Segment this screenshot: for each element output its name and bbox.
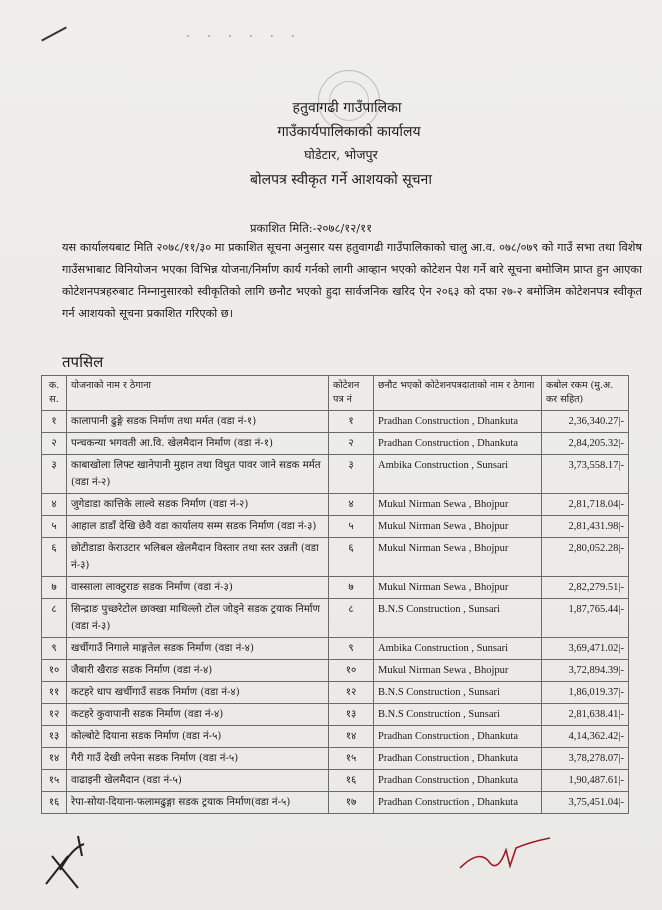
table-row (42, 433, 629, 455)
signature-left (38, 826, 118, 896)
cell-sn: १३ (42, 726, 67, 748)
cell-amount: 1,87,765.44|- (542, 599, 629, 638)
cell-project-name: जैबारी खैराङ सडक निर्माण (वडा नं-४) (67, 660, 329, 682)
cell-project-name: जुगेडाडा कात्तिके लाल्वे सडक निर्माण (वडा नं-२) (67, 494, 329, 516)
cell-project-name: आहाल डाडाँ देखि छेवै वडा कार्यालय सम्म सडक निर्माण (वडा नं-३) (67, 516, 329, 538)
cell-sn: १० (42, 660, 67, 682)
table-row (42, 748, 629, 770)
table-row (42, 411, 629, 433)
cell-project-name: खर्चीगाउँ निगाले माङ्गतेल सडक निर्माण (वडा नं-४) (67, 638, 329, 660)
cell-amount: 3,73,558.17|- (542, 455, 629, 494)
cell-amount: 2,84,205.32|- (542, 433, 629, 455)
cell-quotation-no: १ (329, 411, 374, 433)
notice-body: यस कार्यालयबाट मिति २०७८/११/३० मा प्रकाशित सूचना अनुसार यस हतुवागढी गाउँपालिकाको चालु आ.व. ०७८/०७९ को गाउँ सभा तथा विशेष गाउँसभाबाट विनियोजन भएका विभिन्न योजना/निर्माण कार्य गर्नको लागी आव्हान भएको कोटेशन पेश गर्ने बारे सूचना बमोजिम प्राप्त हुन आएका कोटेशनपत्रहरुबाट निम्नानुसारको स्वीकृतिको लागि छनौट भएको हुदा सार्वजनिक खरिद ऐन २०६३ को दफा २७-२ बमोजिम कोटेशनपत्र स्वीकृत गर्न आशयको सूचना प्रकाशित गरिएको छ। (62, 241, 642, 320)
cell-quotation-no: १६ (329, 770, 374, 792)
cell-project-name: गैरी गाउँ देखी लपेना सडक निर्माण (वडा नं-५) (67, 748, 329, 770)
cell-amount: 1,86,019.37|- (542, 682, 629, 704)
project-table (41, 375, 629, 814)
cell-amount: 2,81,638.41|- (542, 704, 629, 726)
table-row (42, 638, 629, 660)
cell-bidder: Mukul Nirman Sewa , Bhojpur (374, 494, 542, 516)
table-row (42, 577, 629, 599)
cell-bidder: B.N.S Construction , Sunsari (374, 682, 542, 704)
office-address: घोडेटार, भोजपुर (304, 147, 378, 162)
cell-amount: 3,78,278.07|- (542, 748, 629, 770)
cell-bidder: B.N.S Construction , Sunsari (374, 599, 542, 638)
table-header-row (42, 376, 629, 411)
cell-project-name: छोटीडाडा केराउटार भलिबल खेलमैदान विस्तार तथा स्तर उन्नती (वडा नं-३) (67, 538, 329, 577)
table-row (42, 455, 629, 494)
cell-sn: १५ (42, 770, 67, 792)
header-quotation-no: कोटेशन पत्र नं (329, 376, 374, 411)
cell-sn: ६ (42, 538, 67, 577)
cell-quotation-no: ८ (329, 599, 374, 638)
cell-sn: ३ (42, 455, 67, 494)
faint-bleedthrough-mark: · · · · · · (186, 29, 301, 45)
cell-project-name: कटहरे कुवापानी सडक निर्माण (वडा नं-४) (67, 704, 329, 726)
cell-sn: १२ (42, 704, 67, 726)
cell-project-name: काबाखोला लिफ्ट खानेपानी मुहान तथा विधुत पावर जाने सडक मर्मत (वडा नं-२) (67, 455, 329, 494)
cell-project-name: वाढाइनी खेलमैदान (वडा नं-५) (67, 770, 329, 792)
cell-project-name: पन्चकन्या भगवती आ.वि. खेलमैदान निर्माण (वडा नं-१) (67, 433, 329, 455)
table-row (42, 660, 629, 682)
notice-title: बोलपत्र स्वीकृत गर्ने आशयको सूचना (250, 172, 432, 188)
cell-quotation-no: ५ (329, 516, 374, 538)
cell-amount: 2,36,340.27|- (542, 411, 629, 433)
cell-bidder: Mukul Nirman Sewa , Bhojpur (374, 660, 542, 682)
cell-quotation-no: ७ (329, 577, 374, 599)
published-date: प्रकाशित मिति:-२०७८/१२/११ (250, 221, 373, 235)
cell-bidder: Ambika Construction , Sunsari (374, 638, 542, 660)
cell-bidder: Pradhan Construction , Dhankuta (374, 792, 542, 814)
cell-sn: ८ (42, 599, 67, 638)
cell-amount: 2,82,279.51|- (542, 577, 629, 599)
cell-bidder: Pradhan Construction , Dhankuta (374, 770, 542, 792)
cell-sn: ५ (42, 516, 67, 538)
cell-sn: ९ (42, 638, 67, 660)
cell-bidder: Mukul Nirman Sewa , Bhojpur (374, 538, 542, 577)
cell-quotation-no: १२ (329, 682, 374, 704)
cell-quotation-no: १४ (329, 726, 374, 748)
cell-bidder: Ambika Construction , Sunsari (374, 455, 542, 494)
cell-sn: ४ (42, 494, 67, 516)
cell-sn: ७ (42, 577, 67, 599)
cell-bidder: Pradhan Construction , Dhankuta (374, 433, 542, 455)
cell-sn: २ (42, 433, 67, 455)
cell-bidder: Mukul Nirman Sewa , Bhojpur (374, 516, 542, 538)
cell-project-name: सिन्द्राङ पुच्छरेटोल छाक्खा माथिल्लो टोल जोड्ने सडक ट्रयाक निर्माण (वडा नं-३) (67, 599, 329, 638)
table-row (42, 770, 629, 792)
cell-amount: 3,72,894.39|- (542, 660, 629, 682)
cell-quotation-no: ३ (329, 455, 374, 494)
header-project-name: योजनाको नाम र ठेगाना (67, 376, 329, 411)
header-amount: कबोल रकम (मु.अ. कर सहित) (542, 376, 629, 411)
cell-amount: 2,80,052.28|- (542, 538, 629, 577)
cell-sn: १६ (42, 792, 67, 814)
table-row (42, 599, 629, 638)
cell-quotation-no: २ (329, 433, 374, 455)
cell-quotation-no: ६ (329, 538, 374, 577)
cell-amount: 1,90,487.61|- (542, 770, 629, 792)
table-row (42, 682, 629, 704)
cell-sn: १४ (42, 748, 67, 770)
cell-amount: 4,14,362.42|- (542, 726, 629, 748)
cell-amount: 2,81,431.98|- (542, 516, 629, 538)
cell-quotation-no: ९ (329, 638, 374, 660)
table-row (42, 516, 629, 538)
table-row (42, 726, 629, 748)
header-bidder: छनौट भएको कोटेशनपत्रदाताको नाम र ठेगाना (374, 376, 542, 411)
cell-amount: 3,75,451.04|- (542, 792, 629, 814)
cell-quotation-no: १७ (329, 792, 374, 814)
cell-sn: १ (42, 411, 67, 433)
cell-bidder: Pradhan Construction , Dhankuta (374, 748, 542, 770)
section-title: तपसिल (62, 353, 104, 371)
table-row (42, 792, 629, 814)
cell-quotation-no: १० (329, 660, 374, 682)
cell-amount: 3,69,471.02|- (542, 638, 629, 660)
table-row (42, 538, 629, 577)
table-row (42, 494, 629, 516)
header-sn: क. स. (42, 376, 67, 411)
cell-quotation-no: ४ (329, 494, 374, 516)
cell-bidder: Pradhan Construction , Dhankuta (374, 726, 542, 748)
cell-bidder: B.N.S Construction , Sunsari (374, 704, 542, 726)
cell-amount: 2,81,718.04|- (542, 494, 629, 516)
cell-project-name: कटहरे धाप खर्चीगाउँ सडक निर्माण (वडा नं-४) (67, 682, 329, 704)
cell-project-name: कालापानी ढुङ्गे सडक निर्माण तथा मर्मत (वडा नं-१) (67, 411, 329, 433)
cell-project-name: कोल्बोटे दियाना सडक निर्माण (वडा नं-५) (67, 726, 329, 748)
pen-tick-mark (41, 27, 67, 42)
cell-quotation-no: १३ (329, 704, 374, 726)
cell-sn: ११ (42, 682, 67, 704)
municipality-name: हतुवागढी गाउँपालिका (292, 100, 402, 116)
office-name: गाउँकार्यपालिकाको कार्यालय (277, 124, 421, 140)
cell-project-name: वास्साला लाक्टुराङ सडक निर्माण (वडा नं-३) (67, 577, 329, 599)
table-row (42, 704, 629, 726)
cell-project-name: रेपा-सोया-दियाना-फलामढुङ्गा सडक ट्रयाक निर्माण(वडा नं-५) (67, 792, 329, 814)
cell-bidder: Mukul Nirman Sewa , Bhojpur (374, 577, 542, 599)
cell-bidder: Pradhan Construction , Dhankuta (374, 411, 542, 433)
signature-right (450, 828, 560, 878)
cell-quotation-no: १५ (329, 748, 374, 770)
